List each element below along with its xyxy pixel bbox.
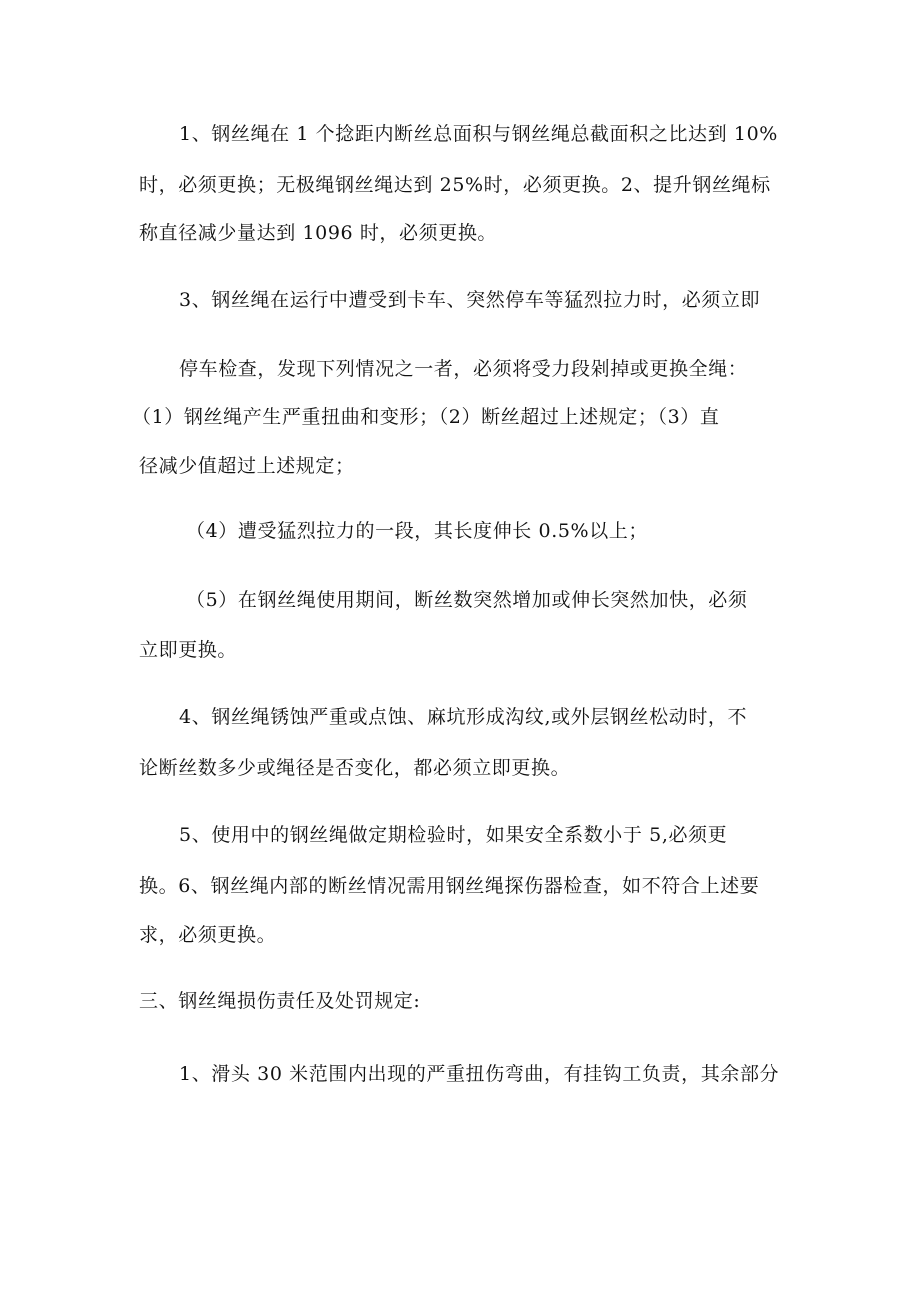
text-line: 停车检查，发现下列情况之一者，必须将受力段剁掉或更换全绳：: [179, 358, 748, 380]
text-line: 1、钢丝绳在 1 个捻距内断丝总面积与钢丝绳总截面积之比达到 10%: [179, 123, 778, 145]
text-line: 3、钢丝绳在运行中遭受到卡车、突然停车等猛烈拉力时，必须立即: [179, 289, 761, 311]
text-line: （1）钢丝绳产生严重扭曲和变形；（2）断丝超过上述规定；（3）直: [132, 406, 720, 428]
text-line: 论断丝数多少或绳径是否变化，都必须立即更换。: [139, 757, 571, 779]
text-line: 时，必须更换；无极绳钢丝绳达到 25%时，必须更换。2、提升钢丝绳标: [139, 174, 771, 196]
text-line: 4、钢丝绳锈蚀严重或点蚀、麻坑形成沟纹,或外层钢丝松动时，不: [179, 706, 748, 728]
text-line: 求，必须更换。: [139, 924, 277, 946]
text-line: 换。6、钢丝绳内部的断丝情况需用钢丝绳探伤器检查，如不符合上述要: [139, 875, 760, 897]
text-line: 1、滑头 30 米范围内出现的严重扭伤弯曲，有挂钩工负责，其余部分: [179, 1063, 780, 1085]
text-line: （4）遭受猛烈拉力的一段，其长度伸长 0.5%以上；: [186, 520, 648, 542]
text-line: 5、使用中的钢丝绳做定期检验时，如果安全系数小于 5,必须更: [179, 824, 728, 846]
section-heading: 三、钢丝绳损伤责任及处罚规定:: [139, 990, 421, 1012]
text-line: 立即更换。: [139, 639, 238, 661]
text-line: （5）在钢丝绳使用期间，断丝数突然增加或伸长突然加快，必须: [186, 589, 748, 611]
text-line: 称直径减少量达到 1096 时，必须更换。: [139, 222, 498, 244]
text-line: 径减少值超过上述规定；: [139, 455, 355, 477]
